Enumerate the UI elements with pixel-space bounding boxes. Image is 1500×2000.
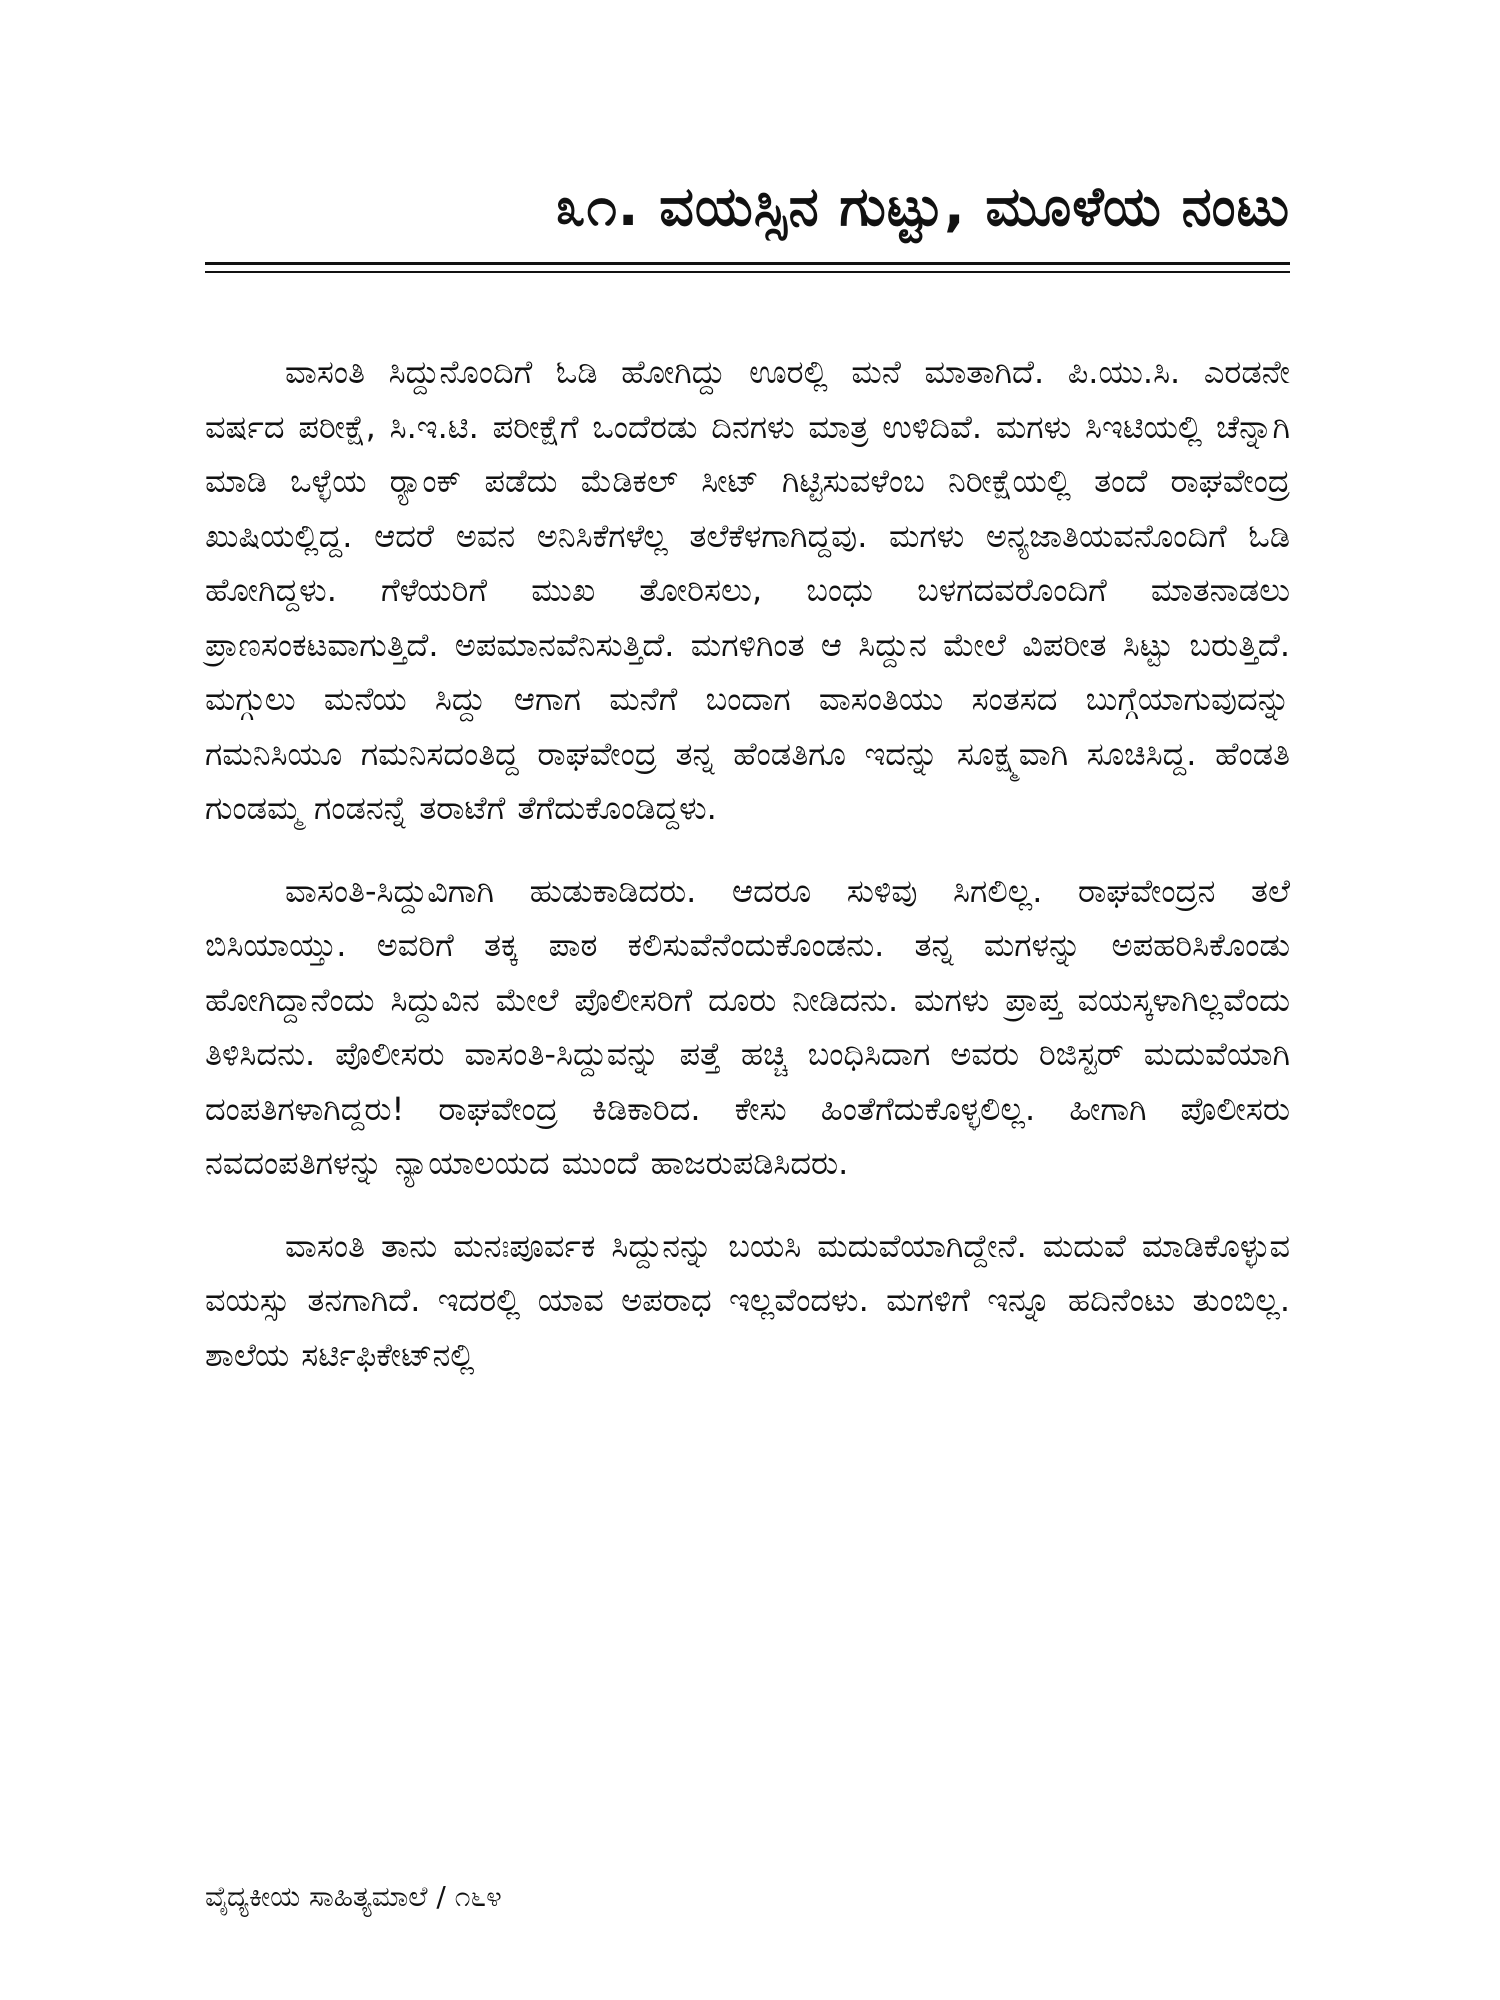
article-body <box>205 345 1290 1410</box>
title-divider-thin <box>205 271 1290 273</box>
paragraph-2: ವಾಸಂತಿ-ಸಿದ್ದುವಿಗಾಗಿ ಹುಡುಕಾಡಿದರು. ಆದರೂ ಸುಳಿವು ಸಿಗಲಿಲ್ಲ. ರಾಘವೇಂದ್ರನ ತಲೆ ಬಿಸಿಯಾಯ್ತು. ಅವರಿಗೆ ತಕ್ಕ ಪಾಠ ಕಲಿಸುವೆನೆಂದುಕೊಂಡನು. ತನ್ನ ಮಗಳನ್ನು ಅಪಹರಿಸಿಕೊಂಡು ಹೋಗಿದ್ದಾನೆಂದು ಸಿದ್ದುವಿನ ಮೇಲೆ ಪೊಲೀಸರಿಗೆ ದೂರು ನೀಡಿದನು. ಮಗಳು ಪ್ರಾಪ್ತ ವಯಸ್ಕಳಾಗಿಲ್ಲವೆಂದು ತಿಳಿಸಿದನು. ಪೊಲೀಸರು ವಾಸಂತಿ-ಸಿದ್ದುವನ್ನು ಪತ್ತೆ ಹಚ್ಚಿ ಬಂಧಿಸಿದಾಗ ಅವರು ರಿಜಿಸ್ಟರ್ ಮದುವೆಯಾಗಿ ದಂಪತಿಗಳಾಗಿದ್ದರು! ರಾಘವೇಂದ್ರ ಕಿಡಿಕಾರಿದ. ಕೇಸು ಹಿಂತೆಗೆದುಕೊಳ್ಳಲಿಲ್ಲ. ಹೀಗಾಗಿ ಪೊಲೀಸರು ನವದಂಪತಿಗಳನ್ನು ನ್ಯಾಯಾಲಯದ ಮುಂದೆ ಹಾಜರುಪಡಿಸಿದರು. <box>205 871 1290 1182</box>
paragraph-1: ವಾಸಂತಿ ಸಿದ್ದುನೊಂದಿಗೆ ಓಡಿ ಹೋಗಿದ್ದು ಊರಲ್ಲಿ ಮನೆ ಮಾತಾಗಿದೆ. ಪಿ.ಯು.ಸಿ. ಎರಡನೇ ವರ್ಷದ ಪರೀಕ್ಷೆ, ಸಿ.ಇ.ಟಿ. ಪರೀಕ್ಷೆಗೆ ಒಂದೆರಡು ದಿನಗಳು ಮಾತ್ರ ಉಳಿದಿವೆ. ಮಗಳು ಸಿಇಟಿಯಲ್ಲಿ ಚೆನ್ನಾಗಿ ಮಾಡಿ ಒಳ್ಳೆಯ ರ್‍ಯಾಂಕ್ ಪಡೆದು ಮೆಡಿಕಲ್ ಸೀಟ್ ಗಿಟ್ಟಿಸುವಳೆಂಬ ನಿರೀಕ್ಷೆಯಲ್ಲಿ ತಂದೆ ರಾಘವೇಂದ್ರ ಖುಷಿಯಲ್ಲಿದ್ದ. ಆದರೆ ಅವನ ಅನಿಸಿಕೆಗಳೆಲ್ಲ ತಲೆಕೆಳಗಾಗಿದ್ದವು. ಮಗಳು ಅನ್ಯಜಾತಿಯವನೊಂದಿಗೆ ಓಡಿ ಹೋಗಿದ್ದಳು. ಗೆಳೆಯರಿಗೆ ಮುಖ ತೋರಿಸಲು, ಬಂಧು ಬಳಗದವರೊಂದಿಗೆ ಮಾತನಾಡಲು ಪ್ರಾಣಸಂಕಟವಾಗುತ್ತಿದೆ. ಅಪಮಾನವೆನಿಸುತ್ತಿದೆ. ಮಗಳಿಗಿಂತ ಆ ಸಿದ್ದುನ ಮೇಲೆ ವಿಪರೀತ ಸಿಟ್ಟು ಬರುತ್ತಿದೆ. ಮಗ್ಗುಲು ಮನೆಯ ಸಿದ್ದು ಆಗಾಗ ಮನೆಗೆ ಬಂದಾಗ ವಾಸಂತಿಯು ಸಂತಸದ ಬುಗ್ಗೆಯಾಗುವುದನ್ನು ಗಮನಿಸಿಯೂ ಗಮನಿಸದಂತಿದ್ದ ರಾಘವೇಂದ್ರ ತನ್ನ ಹೆಂಡತಿಗೂ ಇದನ್ನು ಸೂಕ್ಷ್ಮವಾಗಿ ಸೂಚಿಸಿದ್ದ. ಹೆಂಡತಿ ಗುಂಡಮ್ಮ ಗಂಡನನ್ನೆ ತರಾಟೆಗೆ ತೆಗೆದುಕೊಂಡಿದ್ದಳು. <box>205 353 1290 827</box>
title-divider-thick <box>205 262 1290 265</box>
page-footer: ವೈದ್ಯಕೀಯ ಸಾಹಿತ್ಯಮಾಲೆ / ೧೬೪ <box>205 1880 502 1913</box>
paragraph-3: ವಾಸಂತಿ ತಾನು ಮನಃಪೂರ್ವಕ ಸಿದ್ದುನನ್ನು ಬಯಸಿ ಮದುವೆಯಾಗಿದ್ದೇನೆ. ಮದುವೆ ಮಾಡಿಕೊಳ್ಳುವ ವಯಸ್ಸು ತನಗಾಗಿದೆ. ಇದರಲ್ಲಿ ಯಾವ ಅಪರಾಧ ಇಲ್ಲವೆಂದಳು. ಮಗಳಿಗೆ ಇನ್ನೂ ಹದಿನೆಂಟು ತುಂಬಿಲ್ಲ. ಶಾಲೆಯ ಸರ್ಟಿಫಿಕೇಟ್‌ನಲ್ಲಿ <box>205 1226 1290 1374</box>
chapter-title: ೩೧. ವಯಸ್ಸಿನ ಗುಟ್ಟು, ಮೂಳೆಯ ನಂಟು <box>555 175 1290 238</box>
